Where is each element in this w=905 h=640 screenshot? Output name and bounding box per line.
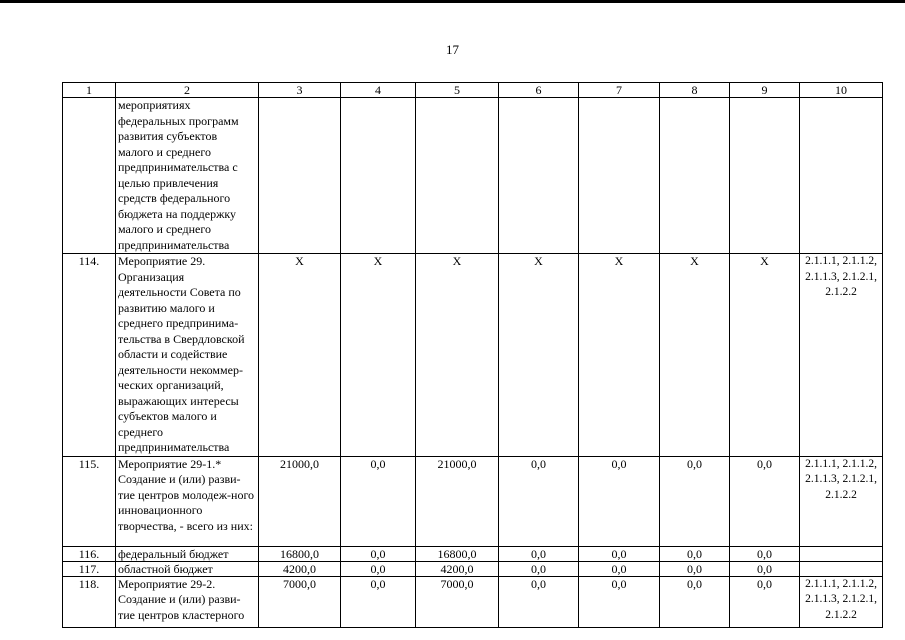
row-number (63, 98, 116, 254)
value-cell (499, 98, 579, 254)
value-cell: 0,0 (660, 546, 730, 561)
table-row (63, 254, 883, 457)
reference-cell: 2.1.1.1, 2.1.1.2, 2.1.1.3, 2.1.2.1, 2.1.2.2 (800, 254, 883, 457)
value-cell: 21000,0 (416, 456, 499, 546)
table-row (63, 546, 883, 561)
row-number: 114. (63, 254, 116, 457)
value-cell (341, 98, 416, 254)
value-cell: 0,0 (579, 561, 660, 576)
value-cell: 0,0 (730, 576, 800, 627)
value-cell: 16800,0 (259, 546, 341, 561)
column-header: 7 (579, 83, 660, 98)
value-cell: 0,0 (499, 546, 579, 561)
value-cell: Х (341, 254, 416, 457)
reference-cell (800, 98, 883, 254)
value-cell: Х (579, 254, 660, 457)
value-cell: 16800,0 (416, 546, 499, 561)
table-header-row (63, 83, 883, 98)
row-number: 117. (63, 561, 116, 576)
top-border-line (0, 0, 905, 3)
value-cell: 0,0 (660, 561, 730, 576)
value-cell: 0,0 (730, 456, 800, 546)
column-header: 6 (499, 83, 579, 98)
table-row (63, 456, 883, 546)
value-cell: 0,0 (660, 576, 730, 627)
value-cell: 0,0 (499, 561, 579, 576)
value-cell: 0,0 (579, 576, 660, 627)
column-header: 5 (416, 83, 499, 98)
row-description: Мероприятие 29-2. Создание и (или) разви-тие центров кластерного (116, 576, 259, 627)
row-description: Мероприятие 29-1.* Создание и (или) разви-тие центров молодеж-ного инновационного творчества, - всего из них: (116, 456, 259, 546)
row-number: 115. (63, 456, 116, 546)
value-cell: 0,0 (730, 561, 800, 576)
row-number: 116. (63, 546, 116, 561)
value-cell: 0,0 (579, 546, 660, 561)
value-cell: Х (416, 254, 499, 457)
value-cell (730, 98, 800, 254)
column-header: 9 (730, 83, 800, 98)
reference-cell: 2.1.1.1, 2.1.1.2, 2.1.1.3, 2.1.2.1, 2.1.2.2 (800, 576, 883, 627)
value-cell: Х (259, 254, 341, 457)
value-cell: 0,0 (499, 576, 579, 627)
value-cell: Х (499, 254, 579, 457)
value-cell: 0,0 (660, 456, 730, 546)
reference-cell (800, 561, 883, 576)
value-cell: 0,0 (579, 456, 660, 546)
value-cell: 0,0 (341, 576, 416, 627)
value-cell: 21000,0 (259, 456, 341, 546)
value-cell: 7000,0 (259, 576, 341, 627)
reference-cell: 2.1.1.1, 2.1.1.2, 2.1.1.3, 2.1.2.1, 2.1.2.2 (800, 456, 883, 546)
row-description: мероприятиях федеральных программ развития субъектов малого и среднего предпринимательства с целью привлечения средств федерального бюджета на поддержку малого и среднего предпринимательства (116, 98, 259, 254)
value-cell (579, 98, 660, 254)
value-cell: Х (660, 254, 730, 457)
column-header: 1 (63, 83, 116, 98)
value-cell: 0,0 (341, 456, 416, 546)
value-cell (416, 98, 499, 254)
reference-cell (800, 546, 883, 561)
value-cell: 0,0 (341, 561, 416, 576)
column-header: 3 (259, 83, 341, 98)
value-cell: 0,0 (341, 546, 416, 561)
value-cell: 0,0 (730, 546, 800, 561)
page-number: 17 (446, 42, 459, 57)
row-number: 118. (63, 576, 116, 627)
value-cell: 4200,0 (416, 561, 499, 576)
column-header: 10 (800, 83, 883, 98)
value-cell: Х (730, 254, 800, 457)
value-cell (660, 98, 730, 254)
row-description: федеральный бюджет (116, 546, 259, 561)
table-row (63, 98, 883, 254)
value-cell (259, 98, 341, 254)
row-description: Мероприятие 29. Организация деятельности Совета по развитию малого и среднего предпринима-тельства в Свердловской области и содействие деятельности некоммер-ческих организаций, выражающих интересы субъектов малого и среднего предпринимательства (116, 254, 259, 457)
row-description: областной бюджет (116, 561, 259, 576)
value-cell: 0,0 (499, 456, 579, 546)
table-row (63, 561, 883, 576)
table-row (63, 576, 883, 627)
value-cell: 4200,0 (259, 561, 341, 576)
column-header: 8 (660, 83, 730, 98)
value-cell: 7000,0 (416, 576, 499, 627)
column-header: 4 (341, 83, 416, 98)
budget-table (62, 82, 883, 628)
column-header: 2 (116, 83, 259, 98)
